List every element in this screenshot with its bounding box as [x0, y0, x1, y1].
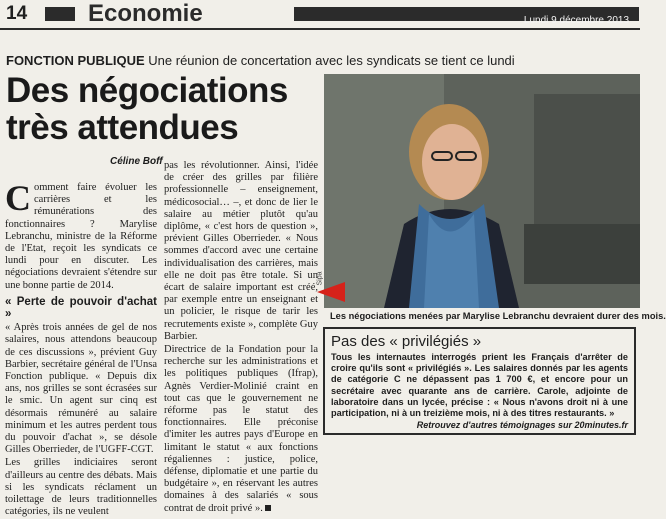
- body-paragraph: pas les révolutionner. Ainsi, l'idée de créer des grilles par filière professionnelle – enseignement, médicosocial… –, et donc de lier le salaire au métier plutôt qu'au diplôme, « c'est hors de question », prévient Gilles Oberrieder. « Nous sommes d'accord avec une certaine individualisation des carrières, mais elle ne doit pas être totale. Si un écart de salaire important est créé, par exemple entre un enseignant et un policier, le risque de tarir les recrutements existe », complète Guy Barbier.: [164, 160, 318, 342]
- page-header: [0, 0, 640, 30]
- rubric-marker: [45, 7, 75, 21]
- red-arrow-icon: [317, 282, 345, 302]
- article-kicker: [6, 53, 515, 68]
- lead-text: omment faire évoluer les carrières et les rémunérations des fonctionnaires ? Marylise Lebranchu, ministre de la Réforme de l'Etat, reçoit les syndicats ce lundi pour en discuter. Les négociations devraient s'étendre sur une bonne partie de 2014.: [5, 182, 157, 291]
- dropcap: C: [5, 178, 31, 218]
- kicker-label: FONCTION PUBLIQUE: [6, 53, 145, 68]
- sidebar-title: Pas des « privilégiés »: [331, 333, 482, 350]
- sidebar-footer: Retrouvez d'autres témoignages sur 20minutes.fr: [416, 420, 628, 431]
- article-column-1: [5, 178, 157, 519]
- header-bar: [294, 7, 639, 26]
- page-number: 14: [6, 3, 28, 24]
- article-subhead: « Perte de pouvoir d'achat »: [5, 295, 157, 321]
- sidebar-text: Tous les internautes interrogés prient les Français d'arrêter de croire qu'ils sont « privilégiés ». Les salaires donnés par les agents de catégorie C ne dépassent pas 1 700 €, et encore pour un secrétaire avec quarante ans de carrière. Carole, adjointe de laboratoire dans un lycée, précise : « Nous n'avons droit ni à une participation, ni à un treizième mois, ni à des titres restaurants. »: [331, 352, 628, 419]
- body-paragraph-text: Directrice de la Fondation pour la recherche sur les administrations et les politiques publiques (Ifrap), Agnès Verdier-Molinié craint en tout cas que le gouvernement ne réforme pas le statut des fonctionnaires. Elle préconise d'imiter les autres pays d'Europe en limitant le statut « aux fonctions régaliennes : justice, police, défense, diplomatie et une partie du budgétaire », en réservant les autres domaines à des salariés « sous contrat de droit privé ».: [164, 344, 318, 514]
- article-column-2: [164, 160, 318, 516]
- article-headline: Des négociations très attendues: [6, 71, 288, 147]
- issue-date: Lundi 9 décembre 2013: [523, 15, 629, 26]
- article-byline: Céline Boff: [110, 156, 163, 167]
- body-paragraph: Les grilles indiciaires seront d'ailleurs au centre des débats. Mais si les syndicats réclament un toilettage de leurs traditionnelles catégories, ils ne veulent: [5, 457, 157, 518]
- body-paragraph: [164, 344, 318, 515]
- portrait-image: [324, 74, 640, 308]
- photo-caption: Les négociations menées par Marylise Lebranchu devraient durer des mois.: [330, 311, 666, 321]
- photo-credit: Sipa: [316, 271, 324, 286]
- end-mark-icon: [265, 505, 271, 511]
- rubric-title: Economie: [88, 0, 203, 27]
- kicker-text: Une réunion de concertation avec les syndicats se tient ce lundi: [144, 53, 515, 68]
- body-paragraph: « Après trois années de gel de nos salaires, nous attendons beaucoup de ces discussions », prévient Guy Barbier, secrétaire général de l'Unsa Fonction publique. « Depuis dix ans, nos grilles se sont écrasées sur le smic. Un agent sur cinq est désormais rémunéré au salaire minimum et les autres perdent tous du pouvoir d'achat », se désole Gilles Oberrieder, de l'UGFF-CGT.: [5, 322, 157, 456]
- lead-paragraph: [5, 178, 157, 292]
- sidebar-box: [323, 327, 636, 435]
- article-photo: [324, 74, 640, 308]
